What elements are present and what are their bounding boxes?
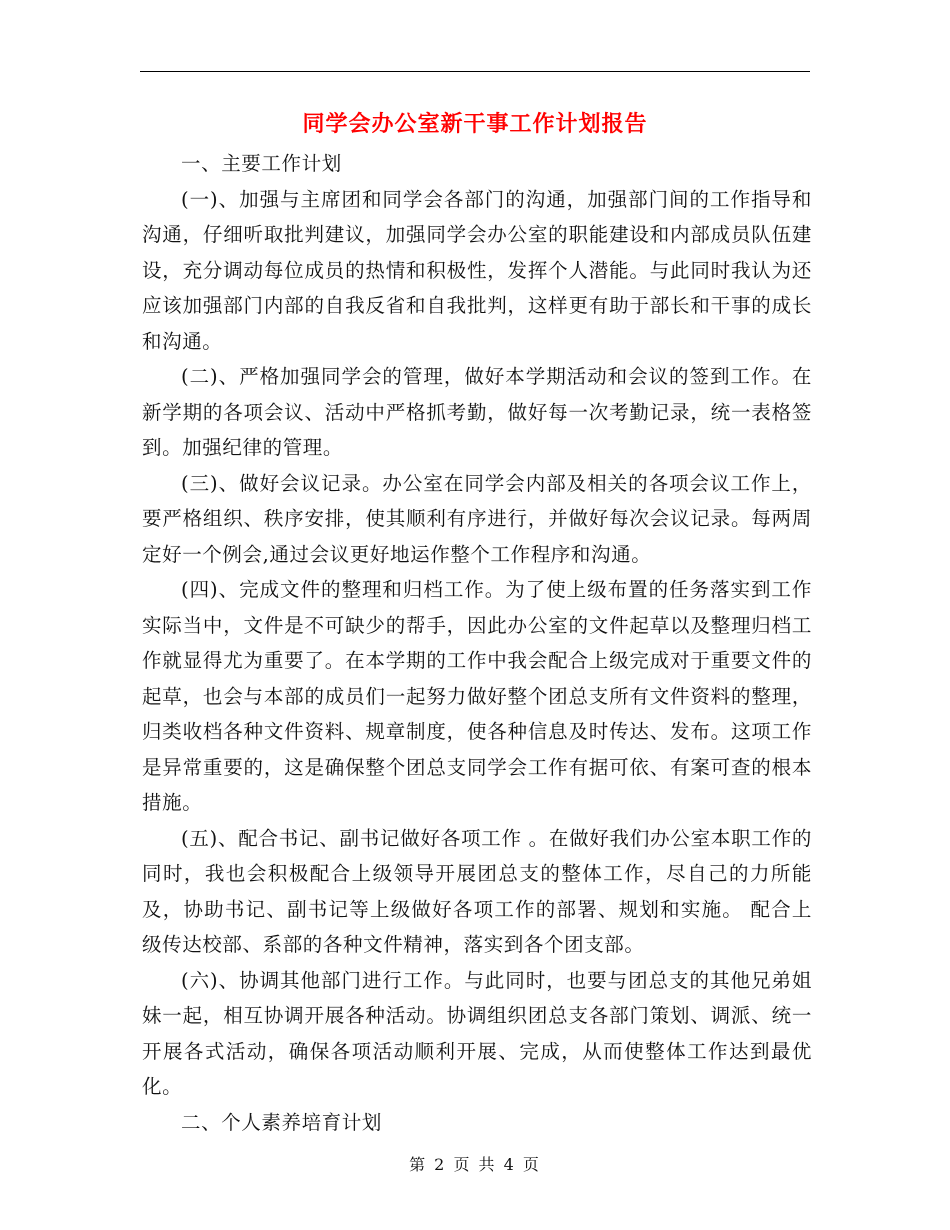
page-number-footer: 第 2 页 共 4 页	[409, 1155, 541, 1174]
document-body	[142, 146, 812, 1140]
section-heading-main-plan: 一、主要工作计划	[181, 152, 342, 175]
paragraph-item-1: (一)、加强与主席团和同学会各部门的沟通，加强部门间的工作指导和沟通，仔细听取批判建议，加强同学会办公室的职能建设和内部成员队伍建设，充分调动每位成员的热情和积极性，发挥个人潜能。与此同时我认为还应该加强部门内部的自我反省和自我批判，这样更有助于部长和干事的成长和沟通。	[142, 187, 812, 353]
paragraph-item-5: (五)、配合书记、副书记做好各项工作 。在做好我们办公室本职工作的同时，我也会积极配合上级领导开展团总支的整体工作，尽自己的力所能及，协助书记、副书记等上级做好各项工作的部署、规划和实施。 配合上级传达校部、系部的各种文件精神，落实到各个团支部。	[142, 826, 812, 956]
paragraph-item-3: (三)、做好会议记录。办公室在同学会内部及相关的各项会议工作上，要严格组织、秩序安排，使其顺利有序进行，并做好每次会议记录。每两周定好一个例会,通过会议更好地运作整个工作程序和沟通。	[142, 471, 812, 566]
header-rule	[140, 71, 810, 72]
document-title: 同学会办公室新干事工作计划报告	[302, 112, 648, 137]
paragraph-item-2: (二)、严格加强同学会的管理，做好本学期活动和会议的签到工作。在新学期的各项会议、活动中严格抓考勤，做好每一次考勤记录，统一表格签到。加强纪律的管理。	[142, 365, 812, 459]
paragraph-item-4: (四)、完成文件的整理和归档工作。为了使上级布置的任务落实到工作实际当中，文件是不可缺少的帮手，因此办公室的文件起草以及整理归档工作就显得尤为重要了。在本学期的工作中我会配合上级完成对于重要文件的起草，也会与本部的成员们一起努力做好整个团总支所有文件资料的整理，归类收档各种文件资料、规章制度，使各种信息及时传达、发布。这项工作是异常重要的，这是确保整个团总支同学会工作有据可依、有案可查的根本措施。	[142, 578, 812, 814]
paragraph-item-6: (六)、协调其他部门进行工作。与此同时，也要与团总支的其他兄弟姐妹一起，相互协调开展各种活动。协调组织团总支各部门策划、调派、统一开展各式活动，确保各项活动顺利开展、完成，从而使整体工作达到最优化。	[142, 968, 812, 1098]
section-heading-personal-plan: 二、个人素养培育计划	[181, 1110, 383, 1134]
